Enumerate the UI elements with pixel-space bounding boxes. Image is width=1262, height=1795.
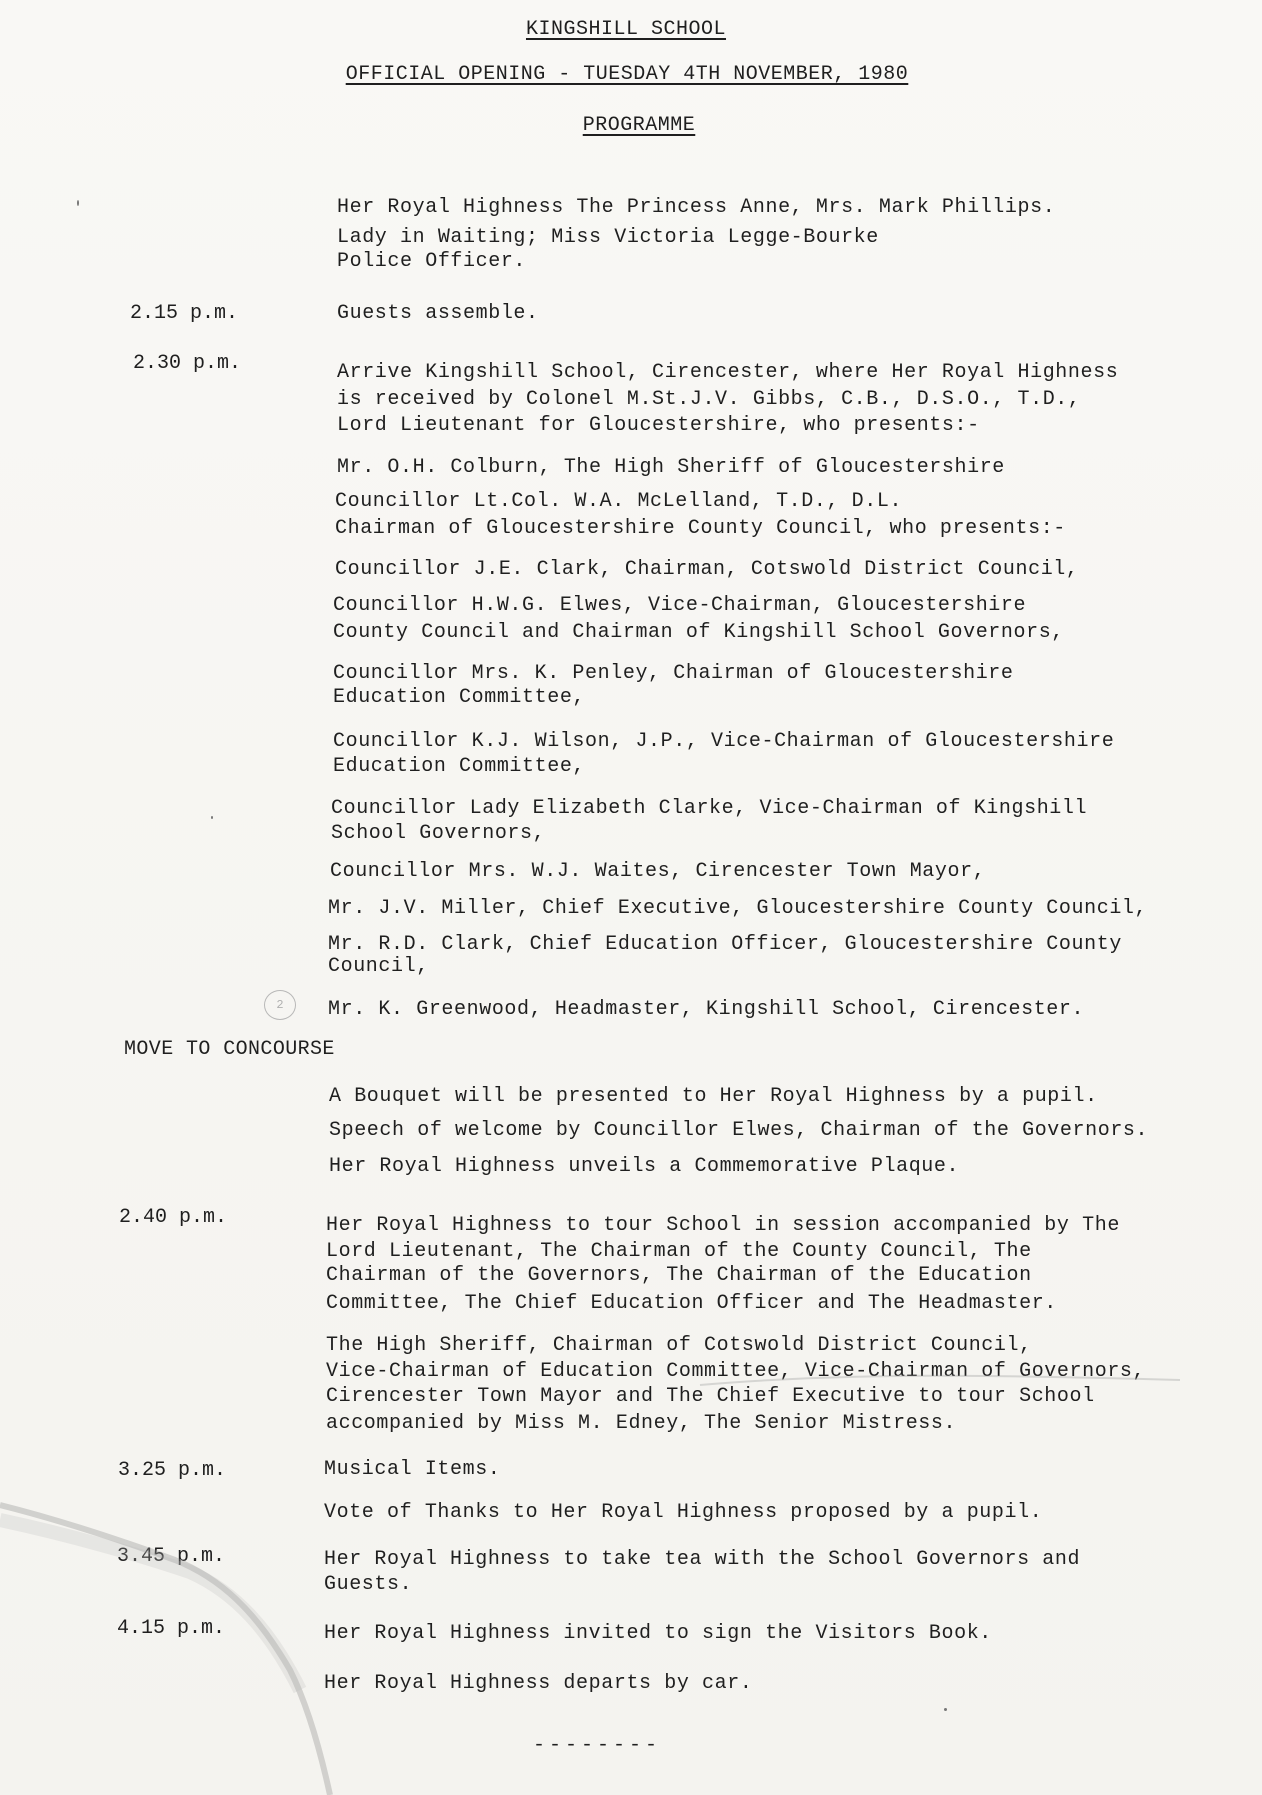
presentee-line: Councillor J.E. Clark, Chairman, Cotswold District Council, [335,558,1079,581]
schedule-text: Guests assemble. [337,302,539,325]
time-label: 3.45 p.m. [117,1545,226,1568]
tour-line: Committee, The Chief Education Officer and The Headmaster. [326,1292,1057,1315]
party-line: Lady in Waiting; Miss Victoria Legge-Bourke [337,226,879,249]
concourse-line: Speech of welcome by Councillor Elwes, Chairman of the Governors. [329,1119,1149,1142]
schedule-text: Her Royal Highness to take tea with the School Governors and [324,1548,1081,1571]
schedule-text: Guests. [324,1573,413,1596]
presentee-line: Councillor K.J. Wilson, J.P., Vice-Chairman of Gloucestershire [333,730,1115,753]
school-title: KINGSHILL SCHOOL [525,18,727,41]
schedule-text: Her Royal Highness departs by car. [324,1672,753,1695]
page-stamp: 2 [264,990,296,1020]
time-label: 3.25 p.m. [118,1459,227,1482]
concourse-line: Her Royal Highness unveils a Commemorative Plaque. [329,1155,960,1178]
presentee-line: Councillor H.W.G. Elwes, Vice-Chairman, Gloucestershire [333,594,1027,617]
programme-heading: PROGRAMME [582,114,696,137]
presentee-line: Councillor Mrs. K. Penley, Chairman of Gloucestershire [333,662,1014,685]
tour-line: Chairman of the Governors, The Chairman of the Education [326,1264,1032,1287]
presentee-line: Education Committee, [333,686,586,709]
presentee-line: Education Committee, [333,755,586,778]
schedule-text: is received by Colonel M.St.J.V. Gibbs, C.B., D.S.O., T.D., [337,388,1081,411]
tour-line: Cirencester Town Mayor and The Chief Executive to tour School [326,1385,1095,1408]
presentee-line: Mr. O.H. Colburn, The High Sheriff of Gloucestershire [337,456,1005,479]
schedule-text: Musical Items. [324,1458,501,1481]
presentee-line: Councillor Mrs. W.J. Waites, Cirencester Town Mayor, [330,860,986,883]
tour-line: Vice-Chairman of Education Committee, Vice-Chairman of Governors, [326,1360,1146,1383]
schedule-text: Lord Lieutenant for Gloucestershire, who presents:- [337,414,980,437]
section-heading: MOVE TO CONCOURSE [124,1038,335,1061]
paper-speck [944,1708,947,1711]
presentee-line: Mr. J.V. Miller, Chief Executive, Gloucestershire County Council, [328,897,1148,920]
party-line: Her Royal Highness The Princess Anne, Mrs. Mark Phillips. [337,196,1056,219]
concourse-line: A Bouquet will be presented to Her Royal Highness by a pupil. [329,1085,1098,1108]
paper-speck [77,200,79,206]
schedule-text: Her Royal Highness invited to sign the Visitors Book. [324,1622,992,1645]
tour-line: Her Royal Highness to tour School in session accompanied by The [326,1214,1120,1237]
schedule-text: Arrive Kingshill School, Cirencester, where Her Royal Highness [337,361,1119,384]
time-label: 4.15 p.m. [117,1617,226,1640]
presentee-line: Councillor Lady Elizabeth Clarke, Vice-Chairman of Kingshill [331,797,1088,820]
time-label: 2.15 p.m. [130,302,239,325]
presentee-line: Chairman of Gloucestershire County Council, who presents:- [335,517,1066,540]
paper-speck [211,816,213,819]
tour-line: Lord Lieutenant, The Chairman of the County Council, The [326,1240,1032,1263]
presentee-line: School Governors, [331,822,546,845]
end-mark: -------- [533,1734,662,1757]
presentee-line: Council, [328,955,429,978]
presentee-line: Councillor Lt.Col. W.A. McLelland, T.D., D.L. [335,490,903,513]
presentee-line: Mr. K. Greenwood, Headmaster, Kingshill School, Cirencester. [328,998,1085,1021]
time-label: 2.30 p.m. [133,352,242,375]
party-line: Police Officer. [337,250,527,273]
occasion-title: OFFICIAL OPENING - TUESDAY 4TH NOVEMBER, 1980 [345,63,909,86]
presentee-line: County Council and Chairman of Kingshill School Governors, [333,621,1064,644]
tour-line: The High Sheriff, Chairman of Cotswold District Council, [326,1334,1032,1357]
time-label: 2.40 p.m. [119,1206,228,1229]
tour-line: accompanied by Miss M. Edney, The Senior Mistress. [326,1412,957,1435]
schedule-text: Vote of Thanks to Her Royal Highness proposed by a pupil. [324,1501,1043,1524]
presentee-line: Mr. R.D. Clark, Chief Education Officer, Gloucestershire County [328,933,1122,956]
